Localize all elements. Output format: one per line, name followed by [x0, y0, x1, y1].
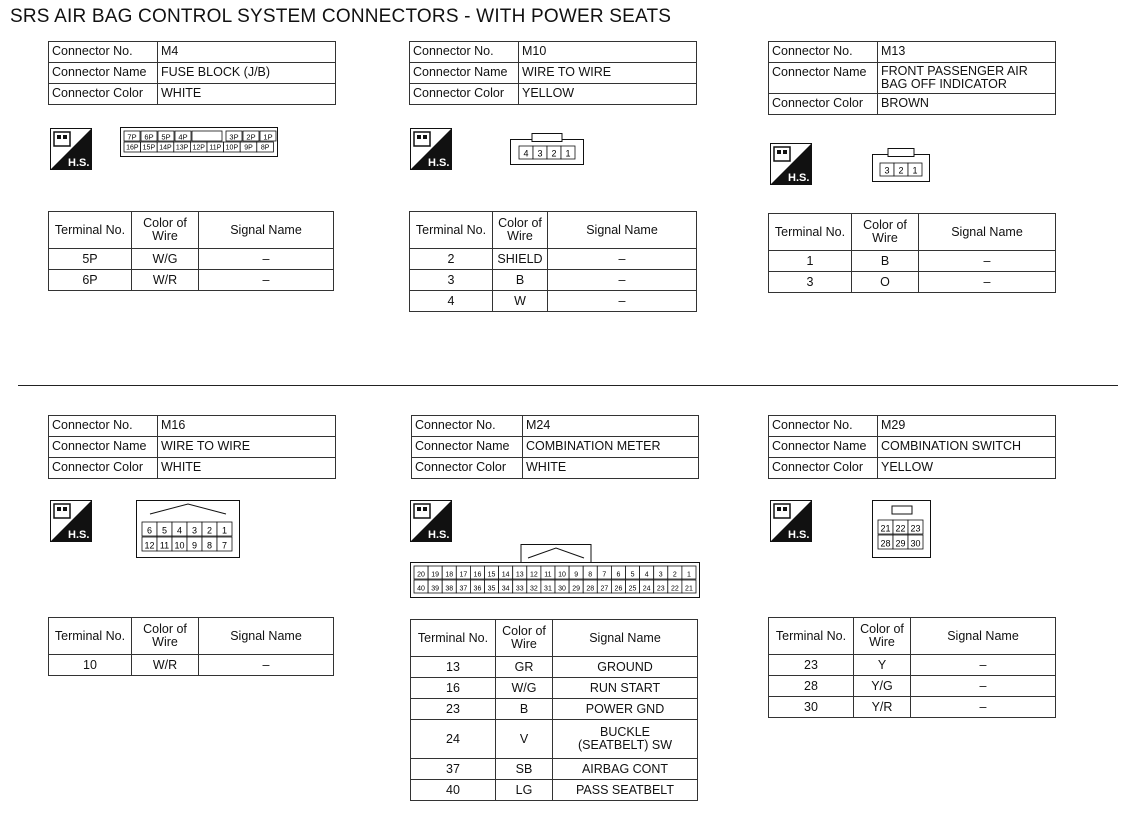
label-connector-name: Connector Name	[412, 437, 523, 458]
connector-no-value: M4	[158, 42, 336, 63]
m4-pin-label: 13P	[175, 144, 189, 152]
table-row	[49, 249, 334, 270]
cell-wire: Y/R	[854, 697, 911, 718]
m16-pin-label: 7	[221, 540, 228, 551]
table-row	[411, 678, 698, 699]
m29-pin-label: 21	[880, 523, 891, 534]
cell-wire: B	[493, 270, 548, 291]
cell-wire: B	[852, 251, 919, 272]
cell-wire: W/G	[496, 678, 553, 699]
cell-signal: –	[919, 272, 1056, 293]
m24-pin-label: 21	[685, 585, 693, 593]
label-connector-name: Connector Name	[49, 437, 158, 458]
th-signal-name: Signal Name	[199, 212, 334, 249]
th-color-of-wire: Color of Wire	[493, 212, 548, 249]
m16-pin-label: 8	[206, 540, 213, 551]
label-connector-color: Connector Color	[49, 458, 158, 479]
m24-pin-label: 12	[529, 571, 538, 579]
connector-info-m16	[48, 415, 336, 479]
cell-wire: LG	[496, 780, 553, 801]
cell-wire: GR	[496, 657, 553, 678]
m24-pin-label: 13	[515, 571, 524, 579]
m4-pin-label: 7P	[127, 132, 137, 142]
th-color-of-wire: Color of Wire	[854, 618, 911, 655]
table-row	[769, 676, 1056, 697]
m16-pin-label: 6	[146, 525, 153, 536]
table-row	[410, 270, 697, 291]
label-connector-no: Connector No.	[49, 42, 158, 63]
connector-color-value: WHITE	[523, 458, 699, 479]
terminal-table-m29	[768, 617, 1056, 718]
connector-face-m24	[410, 544, 700, 598]
th-color-of-wire: Color of Wire	[132, 212, 199, 249]
th-signal-name: Signal Name	[919, 214, 1056, 251]
cell-signal: –	[199, 270, 334, 291]
label-connector-name: Connector Name	[49, 63, 158, 84]
m24-pin-label: 27	[600, 585, 609, 593]
cell-terminal: 3	[410, 270, 493, 291]
m16-pin-label: 5	[161, 525, 168, 536]
cell-terminal: 23	[769, 655, 854, 676]
m4-pin-label: 2P	[246, 132, 256, 142]
connector-name-value: WIRE TO WIRE	[158, 437, 336, 458]
connector-info-m29	[768, 415, 1056, 479]
cell-terminal: 2	[410, 249, 493, 270]
hs-label: H.S.	[428, 157, 450, 169]
m29-pin-label: 23	[910, 523, 921, 534]
cell-terminal: 5P	[49, 249, 132, 270]
cell-terminal: 24	[411, 720, 496, 759]
cell-signal: –	[199, 655, 334, 676]
th-terminal-no: Terminal No.	[769, 618, 854, 655]
th-color-of-wire: Color of Wire	[132, 618, 199, 655]
m16-pin-label: 11	[159, 540, 170, 551]
m24-pin-label: 20	[417, 571, 425, 579]
cell-terminal: 23	[411, 699, 496, 720]
th-signal-name: Signal Name	[911, 618, 1056, 655]
th-terminal-no: Terminal No.	[410, 212, 493, 249]
m24-pin-label: 1	[686, 571, 691, 579]
m16-pin-label: 9	[191, 540, 198, 551]
th-terminal-no: Terminal No.	[49, 618, 132, 655]
connector-color-value: BROWN	[878, 94, 1056, 115]
terminal-table-m16	[48, 617, 334, 676]
hs-label: H.S.	[788, 529, 810, 541]
label-connector-name: Connector Name	[769, 63, 878, 94]
label-connector-color: Connector Color	[410, 84, 519, 105]
connector-no-value: M13	[878, 42, 1056, 63]
harness-side-icon	[410, 500, 452, 542]
th-color-of-wire: Color of Wire	[496, 620, 553, 657]
m29-pin-label: 22	[895, 523, 906, 534]
m4-pin-label: 1P	[263, 132, 273, 142]
m24-pin-label: 40	[417, 585, 425, 593]
m24-pin-label: 22	[670, 585, 679, 593]
table-row	[411, 720, 698, 759]
th-signal-name: Signal Name	[553, 620, 698, 657]
cell-signal: PASS SEATBELT	[553, 780, 698, 801]
m24-pin-label: 11	[544, 571, 552, 579]
connector-no-value: M29	[878, 416, 1056, 437]
m24-pin-label: 17	[459, 571, 468, 579]
connector-color-value: YELLOW	[878, 458, 1056, 479]
page-title: SRS AIR BAG CONTROL SYSTEM CONNECTORS - WITH POWER SEATS	[10, 6, 672, 27]
m10-latch	[532, 134, 562, 142]
cell-wire: SHIELD	[493, 249, 548, 270]
label-connector-color: Connector Color	[49, 84, 158, 105]
table-row	[769, 251, 1056, 272]
m24-pin-label: 34	[501, 585, 510, 593]
m24-pin-label: 16	[473, 571, 482, 579]
hs-label: H.S.	[428, 529, 450, 541]
cell-terminal: 3	[769, 272, 852, 293]
m13-pin-label: 2	[898, 165, 904, 176]
cell-wire: SB	[496, 759, 553, 780]
label-connector-name: Connector Name	[410, 63, 519, 84]
m24-pin-label: 33	[515, 585, 524, 593]
cell-signal: –	[199, 249, 334, 270]
m29-latch	[892, 506, 912, 514]
terminal-table-m4	[48, 211, 334, 291]
cell-terminal: 6P	[49, 270, 132, 291]
m24-pin-label: 24	[642, 585, 651, 593]
connector-color-value: YELLOW	[519, 84, 697, 105]
m4-pin-label: 4P	[178, 132, 188, 142]
m13-pin-label: 3	[884, 165, 890, 176]
connector-face-m10	[510, 133, 584, 165]
m24-pin-label: 28	[586, 585, 595, 593]
connector-name-value: WIRE TO WIRE	[519, 63, 697, 84]
m24-pin-label: 14	[501, 571, 510, 579]
label-connector-color: Connector Color	[412, 458, 523, 479]
table-row	[410, 291, 697, 312]
connector-info-m13	[768, 41, 1056, 115]
table-row	[49, 655, 334, 676]
terminal-table-m24	[410, 619, 698, 801]
cell-signal: GROUND	[553, 657, 698, 678]
harness-side-icon	[410, 128, 452, 170]
connector-info-m10	[409, 41, 697, 105]
cell-signal: –	[548, 249, 697, 270]
table-row	[411, 657, 698, 678]
m24-pin-label: 39	[431, 585, 440, 593]
label-connector-no: Connector No.	[49, 416, 158, 437]
table-row	[769, 697, 1056, 718]
cell-signal: –	[911, 697, 1056, 718]
m24-pin-label: 31	[544, 585, 552, 593]
cell-wire: Y	[854, 655, 911, 676]
th-signal-name: Signal Name	[199, 618, 334, 655]
table-row	[769, 272, 1056, 293]
m24-pin-label: 4	[644, 571, 649, 579]
m10-pin-label: 3	[537, 148, 543, 159]
connector-color-value: WHITE	[158, 84, 336, 105]
m4-pin-label: 3P	[229, 132, 239, 142]
m24-pin-label: 3	[658, 571, 663, 579]
m4-pin-label: 11P	[209, 144, 222, 152]
cell-wire: W	[493, 291, 548, 312]
cell-signal: –	[548, 291, 697, 312]
m16-pin-label: 12	[144, 540, 155, 551]
connector-name-value: COMBINATION METER	[523, 437, 699, 458]
cell-signal: –	[911, 676, 1056, 697]
connector-face-m13	[872, 148, 930, 182]
th-terminal-no: Terminal No.	[411, 620, 496, 657]
th-terminal-no: Terminal No.	[49, 212, 132, 249]
connector-name-value: FUSE BLOCK (J/B)	[158, 63, 336, 84]
m29-pin-label: 29	[895, 538, 906, 549]
m10-pin-label: 2	[551, 148, 557, 159]
m24-pin-label: 5	[630, 571, 635, 579]
cell-wire: W/G	[132, 249, 199, 270]
m24-pin-label: 37	[459, 585, 468, 593]
cell-terminal: 10	[49, 655, 132, 676]
m24-pin-label: 18	[445, 571, 454, 579]
m29-pin-label: 28	[880, 538, 891, 549]
cell-signal: BUCKLE (SEATBELT) SW	[553, 720, 698, 759]
m4-pin-label: 8P	[260, 144, 270, 152]
connector-no-value: M24	[523, 416, 699, 437]
m16-pin-label: 3	[191, 525, 198, 536]
cell-signal: RUN START	[553, 678, 698, 699]
cell-terminal: 40	[411, 780, 496, 801]
m4-pin-label: 14P	[159, 144, 172, 152]
m4-pin-label: 16P	[126, 144, 139, 152]
cell-terminal: 4	[410, 291, 493, 312]
m10-pin-label: 4	[523, 148, 529, 159]
table-row	[410, 249, 697, 270]
cell-terminal: 28	[769, 676, 854, 697]
m24-pin-label: 8	[588, 571, 593, 579]
connector-no-value: M10	[519, 42, 697, 63]
connector-info-m4	[48, 41, 336, 105]
table-row	[411, 780, 698, 801]
cell-terminal: 13	[411, 657, 496, 678]
label-connector-no: Connector No.	[769, 42, 878, 63]
section-divider	[18, 385, 1118, 386]
cell-wire: Y/G	[854, 676, 911, 697]
cell-wire: W/R	[132, 270, 199, 291]
cell-wire: O	[852, 272, 919, 293]
m13-latch	[888, 149, 914, 157]
m24-pin-label: 32	[529, 585, 538, 593]
m24-pin-label: 23	[656, 585, 665, 593]
connector-face-m29	[872, 500, 932, 558]
m24-pin-label: 10	[558, 571, 566, 579]
hs-label: H.S.	[68, 529, 90, 541]
cell-wire: W/R	[132, 655, 199, 676]
harness-side-icon	[770, 500, 812, 542]
m4-pin-label: 10P	[225, 144, 239, 152]
m4-pin-label: 9P	[244, 144, 253, 152]
label-connector-color: Connector Color	[769, 458, 878, 479]
harness-side-icon	[50, 128, 92, 170]
cell-signal: POWER GND	[553, 699, 698, 720]
m24-pin-label: 15	[487, 571, 496, 579]
m29-pin-label: 30	[910, 538, 921, 549]
harness-side-icon	[50, 500, 92, 542]
label-connector-no: Connector No.	[769, 416, 878, 437]
m16-pin-label: 2	[206, 525, 213, 536]
terminal-table-m13	[768, 213, 1056, 293]
cell-terminal: 37	[411, 759, 496, 780]
table-row	[769, 655, 1056, 676]
m24-pin-label: 2	[672, 571, 677, 579]
m4-pin-label: 12P	[192, 144, 205, 152]
m16-pin-label: 1	[221, 525, 228, 536]
m24-pin-label: 29	[572, 585, 581, 593]
cell-terminal: 16	[411, 678, 496, 699]
cell-wire: V	[496, 720, 553, 759]
m16-pin-label: 4	[176, 525, 183, 536]
m24-pin-label: 25	[628, 585, 637, 593]
th-signal-name: Signal Name	[548, 212, 697, 249]
hs-label: H.S.	[788, 172, 810, 184]
connector-name-value: FRONT PASSENGER AIR BAG OFF INDICATOR	[878, 63, 1056, 94]
m4-pin-label: 6P	[144, 132, 154, 142]
cell-terminal: 30	[769, 697, 854, 718]
cell-signal: AIRBAG CONT	[553, 759, 698, 780]
m24-pin-label: 36	[473, 585, 482, 593]
table-row	[411, 759, 698, 780]
m13-pin-label: 1	[912, 165, 918, 176]
m4-pin-label: 15P	[142, 144, 156, 152]
connector-info-m24	[411, 415, 699, 479]
m24-pin-label: 6	[616, 571, 621, 579]
label-connector-no: Connector No.	[410, 42, 519, 63]
m24-pin-label: 30	[558, 585, 566, 593]
connector-face-m16	[136, 500, 240, 558]
table-row	[411, 699, 698, 720]
label-connector-color: Connector Color	[769, 94, 878, 115]
m4-pin-label: 5P	[161, 132, 171, 142]
table-row	[49, 270, 334, 291]
cell-signal: –	[919, 251, 1056, 272]
m24-pin-label: 7	[602, 571, 607, 579]
m24-pin-label: 38	[445, 585, 454, 593]
label-connector-no: Connector No.	[412, 416, 523, 437]
hs-label: H.S.	[68, 157, 90, 169]
cell-signal: –	[548, 270, 697, 291]
m24-pin-label: 19	[431, 571, 440, 579]
m24-pin-label: 26	[614, 585, 623, 593]
terminal-table-m10	[409, 211, 697, 312]
m16-pin-label: 10	[174, 540, 185, 551]
m24-pin-label: 9	[574, 571, 579, 579]
cell-wire: B	[496, 699, 553, 720]
th-terminal-no: Terminal No.	[769, 214, 852, 251]
m24-pin-label: 35	[487, 585, 496, 593]
m24-latch	[521, 545, 591, 563]
label-connector-name: Connector Name	[769, 437, 878, 458]
cell-terminal: 1	[769, 251, 852, 272]
connector-name-value: COMBINATION SWITCH	[878, 437, 1056, 458]
harness-side-icon	[770, 143, 812, 185]
connector-no-value: M16	[158, 416, 336, 437]
cell-signal: –	[911, 655, 1056, 676]
connector-color-value: WHITE	[158, 458, 336, 479]
th-color-of-wire: Color of Wire	[852, 214, 919, 251]
connector-face-m4	[120, 127, 278, 157]
m10-pin-label: 1	[565, 148, 571, 159]
m4-key	[192, 131, 222, 141]
